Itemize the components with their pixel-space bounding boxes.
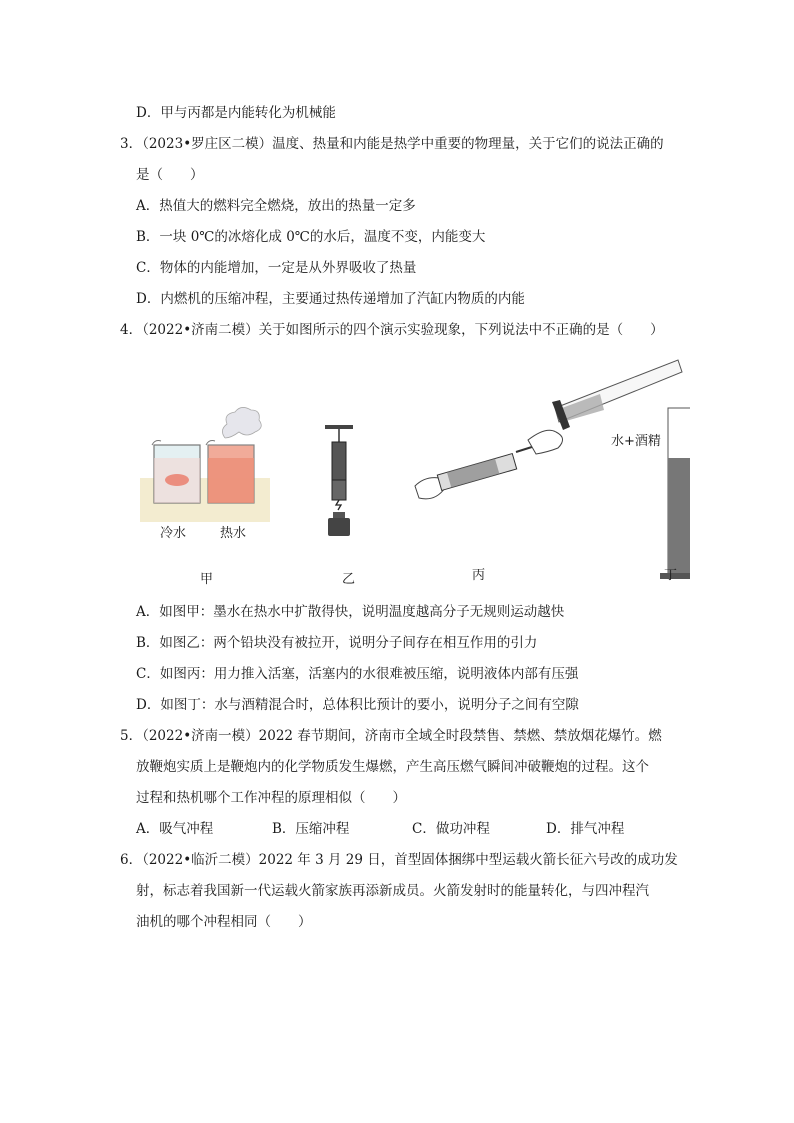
syringe-illustration — [415, 430, 563, 499]
q5-stem-line3: 过程和热机哪个工作冲程的原理相似（ ） — [136, 790, 406, 806]
lead-blocks-illustration — [325, 425, 353, 536]
q5-stem-line2: 放鞭炮实质上是鞭炮内的化学物质发生爆燃，产生高压燃气瞬间冲破鞭炮的过程。这个 — [136, 759, 649, 775]
q3-stem-line2: 是（ ） — [136, 167, 204, 183]
cold-water-label: 冷水 — [160, 526, 187, 541]
q5-option-b: B．压缩冲程 — [272, 821, 350, 837]
q4-figure-drawing — [130, 350, 690, 585]
water-alcohol-illustration — [552, 360, 690, 579]
q6-stem-line1: 6．（2022•临沂二模）2022 年 3 月 29 日，首型固体捆绑中型运载火箭长征六号改的成功发 — [120, 852, 678, 868]
figure-label-jia: 甲 — [200, 572, 214, 587]
figure-label-ding: 丁 — [664, 568, 678, 583]
q6-stem-line2: 射，标志着我国新一代运载火箭家族再添新成员。火箭发射时的能量转化，与四冲程汽 — [136, 883, 649, 899]
beaker-experiment-illustration — [140, 407, 270, 522]
q4-stem: 4．（2022•济南二模）关于如图所示的四个演示实验现象，下列说法中不正确的是（ ） — [120, 322, 664, 338]
q5-stem-line1: 5．（2022•济南一模）2022 春节期间，济南市全域全时段禁售、禁燃、禁放烟花爆竹。燃 — [120, 728, 662, 744]
q5-option-d: D．排气冲程 — [546, 821, 625, 837]
q4-option-a: A．如图甲：墨水在热水中扩散得快，说明温度越高分子无规则运动越快 — [136, 604, 565, 620]
q4-option-d: D．如图丁：水与酒精混合时，总体积比预计的要小，说明分子之间有空隙 — [136, 697, 579, 713]
figure-label-yi: 乙 — [342, 572, 356, 587]
q4-option-c: C．如图丙：用力推入活塞，活塞内的水很难被压缩，说明液体内部有压强 — [136, 666, 579, 682]
q3-option-c: C．物体的内能增加，一定是从外界吸收了热量 — [136, 260, 417, 276]
water-alcohol-label: 水+酒精 — [611, 434, 661, 449]
q3-option-b: B．一块 0℃的冰熔化成 0℃的水后，温度不变，内能变大 — [136, 229, 486, 245]
q6-stem-line3: 油机的哪个冲程相同（ ） — [136, 914, 312, 930]
q3-option-a: A．热值大的燃料完全燃烧，放出的热量一定多 — [136, 198, 416, 214]
q5-option-a: A．吸气冲程 — [136, 821, 214, 837]
q5-option-c: C．做功冲程 — [412, 821, 490, 837]
hot-water-label: 热水 — [220, 526, 247, 541]
q4-figure — [130, 350, 690, 585]
q3-stem-line1: 3．（2023•罗庄区二模）温度、热量和内能是热学中重要的物理量，关于它们的说法正确的 — [120, 136, 664, 152]
q4-option-b: B．如图乙：两个铅块没有被拉开，说明分子间存在相互作用的引力 — [136, 635, 538, 651]
q3-option-d: D．内燃机的压缩冲程，主要通过热传递增加了汽缸内物质的内能 — [136, 291, 525, 307]
figure-label-bing: 丙 — [472, 568, 486, 583]
q2-option-d: D．甲与丙都是内能转化为机械能 — [136, 105, 336, 121]
